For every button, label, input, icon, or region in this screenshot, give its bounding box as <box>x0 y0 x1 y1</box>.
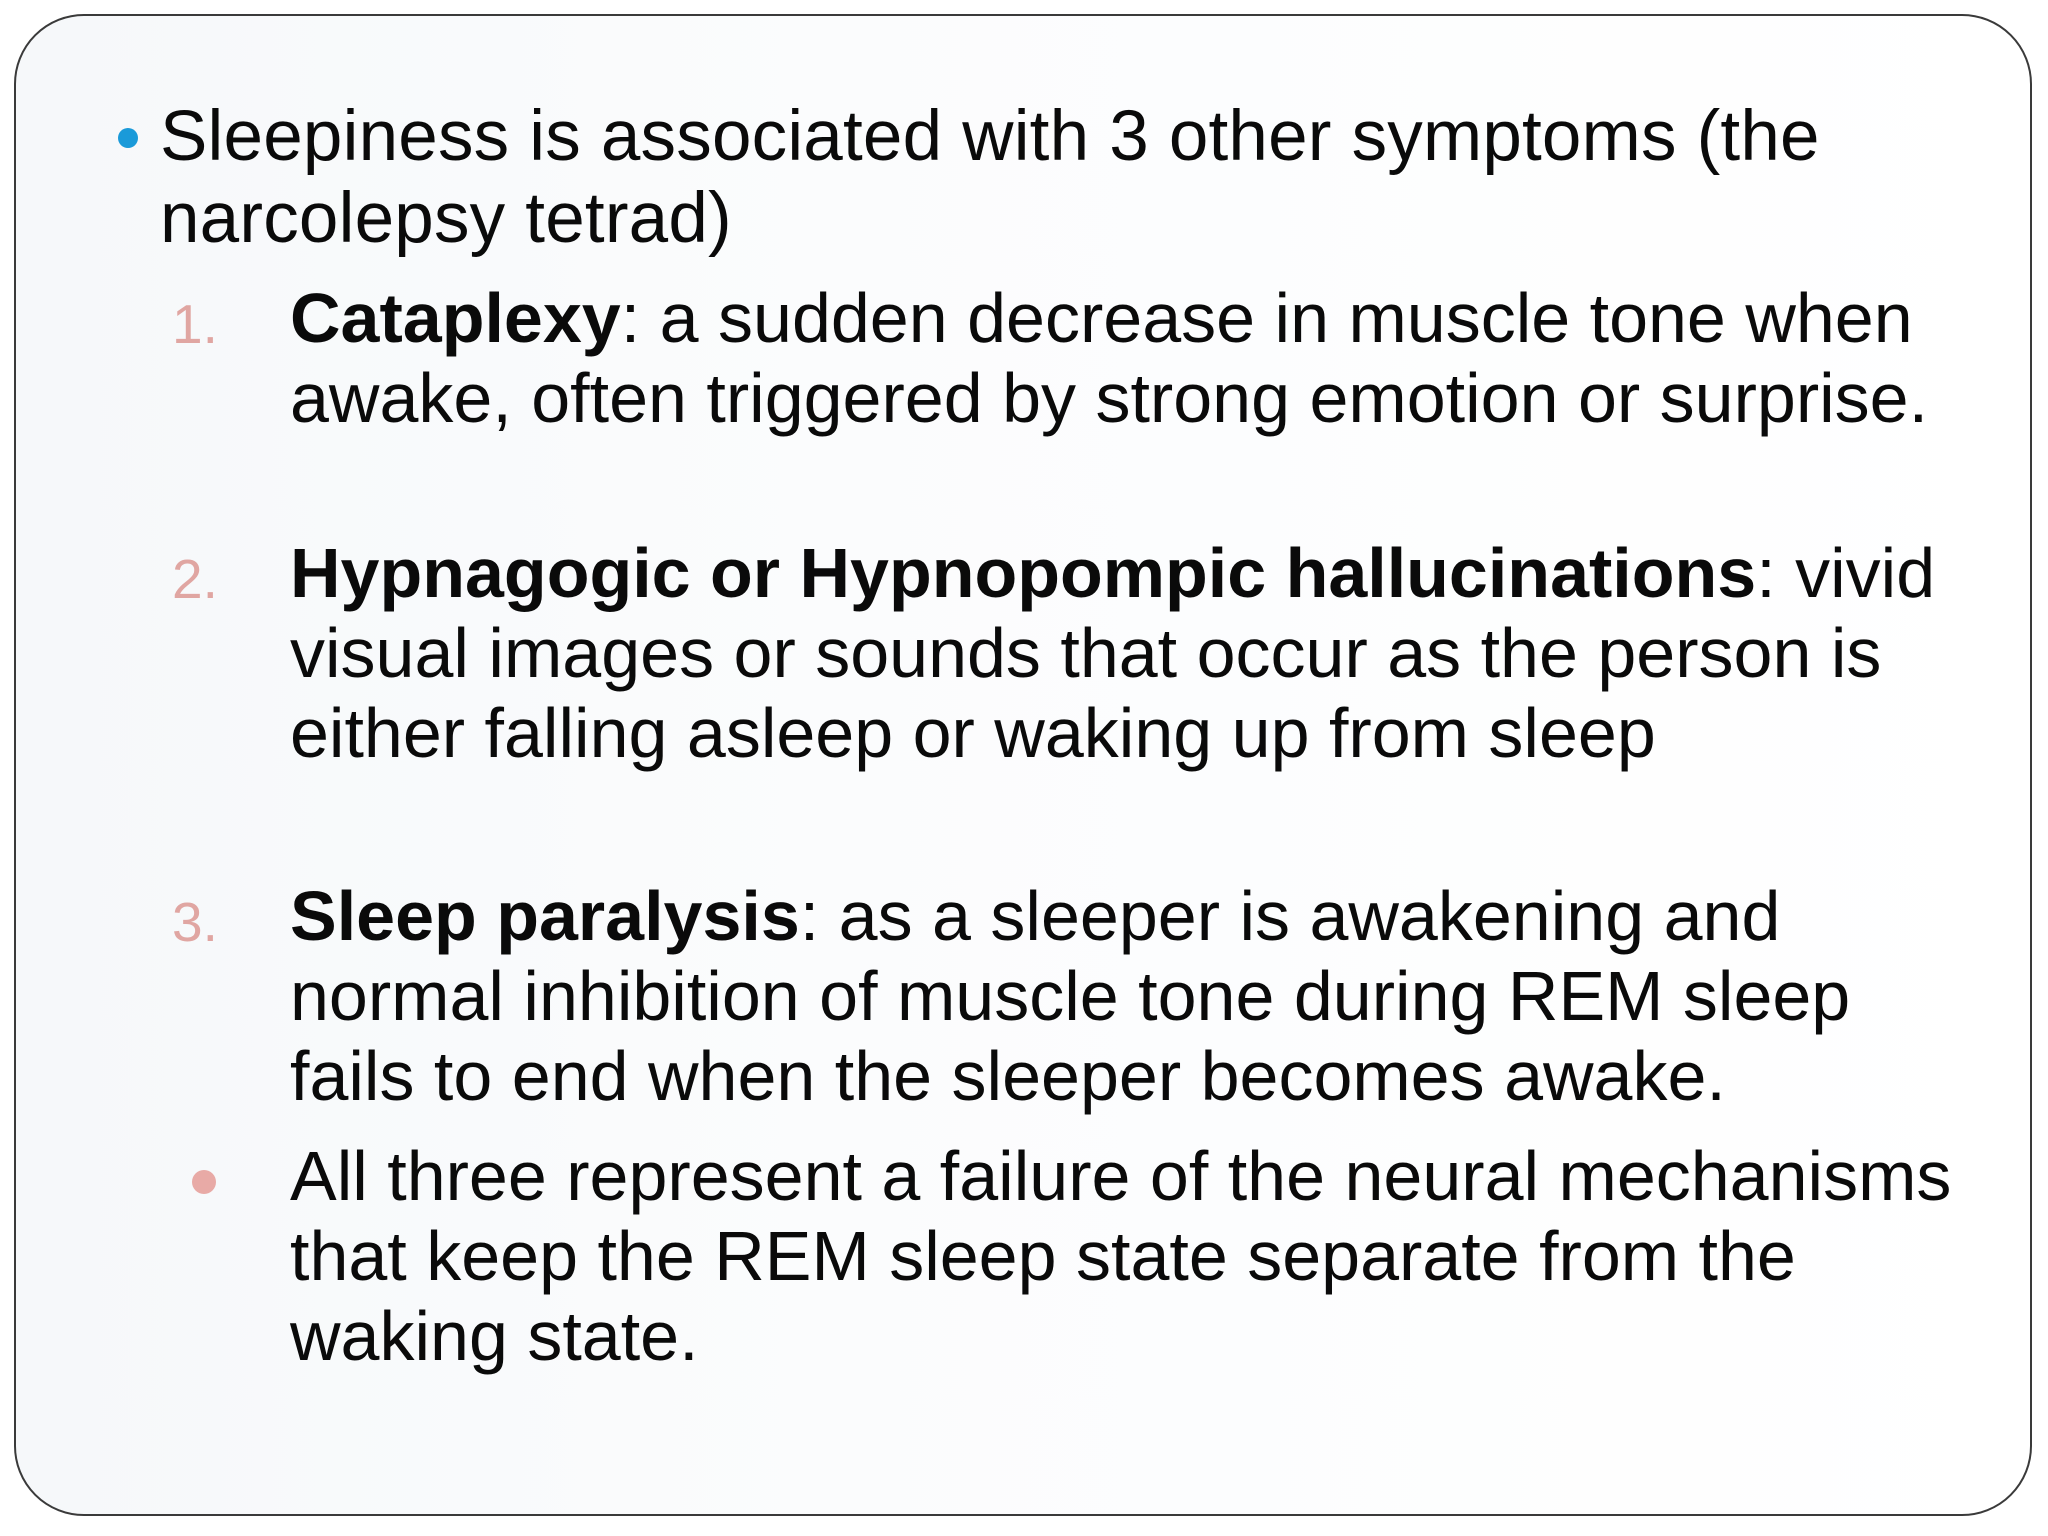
slide-content <box>16 16 2030 1514</box>
summary-text: All three represent a failure of the neural mechanisms that keep the REM sleep state separate from the waking state. <box>290 1137 1952 1375</box>
summary-bullet <box>172 1136 2012 1376</box>
item-text <box>290 278 1990 438</box>
list-item-cataplexy <box>172 278 2012 438</box>
list-item-hallucinations <box>172 533 2012 773</box>
item-term: Hypnagogic or Hypnopompic hallucinations <box>290 534 1757 612</box>
item-term: Cataplexy <box>290 279 621 357</box>
item-description: : vivid visual images or sounds that occur as the person is either falling asleep or waking up from sleep <box>290 534 1936 772</box>
list-item-sleep-paralysis <box>172 876 2012 1116</box>
item-description: : as a sleeper is awakening and normal inhibition of muscle tone during REM sleep fails to end when the sleeper becomes awake. <box>290 877 1851 1115</box>
item-description: : a sudden decrease in muscle tone when awake, often triggered by strong emotion or surprise. <box>290 279 1929 437</box>
main-bullet <box>118 96 1948 260</box>
item-text <box>290 533 1990 773</box>
sub-bullet-dot-icon <box>192 1170 216 1194</box>
item-number: 1. <box>172 293 218 355</box>
item-number: 3. <box>172 891 218 953</box>
bullet-dot-icon <box>118 128 138 148</box>
item-text <box>290 876 1990 1116</box>
item-term: Sleep paralysis <box>290 877 800 955</box>
slide-frame <box>14 14 2032 1516</box>
main-bullet-text: Sleepiness is associated with 3 other symptoms (the narcolepsy tetrad) <box>160 97 1820 258</box>
item-number: 2. <box>172 548 218 610</box>
